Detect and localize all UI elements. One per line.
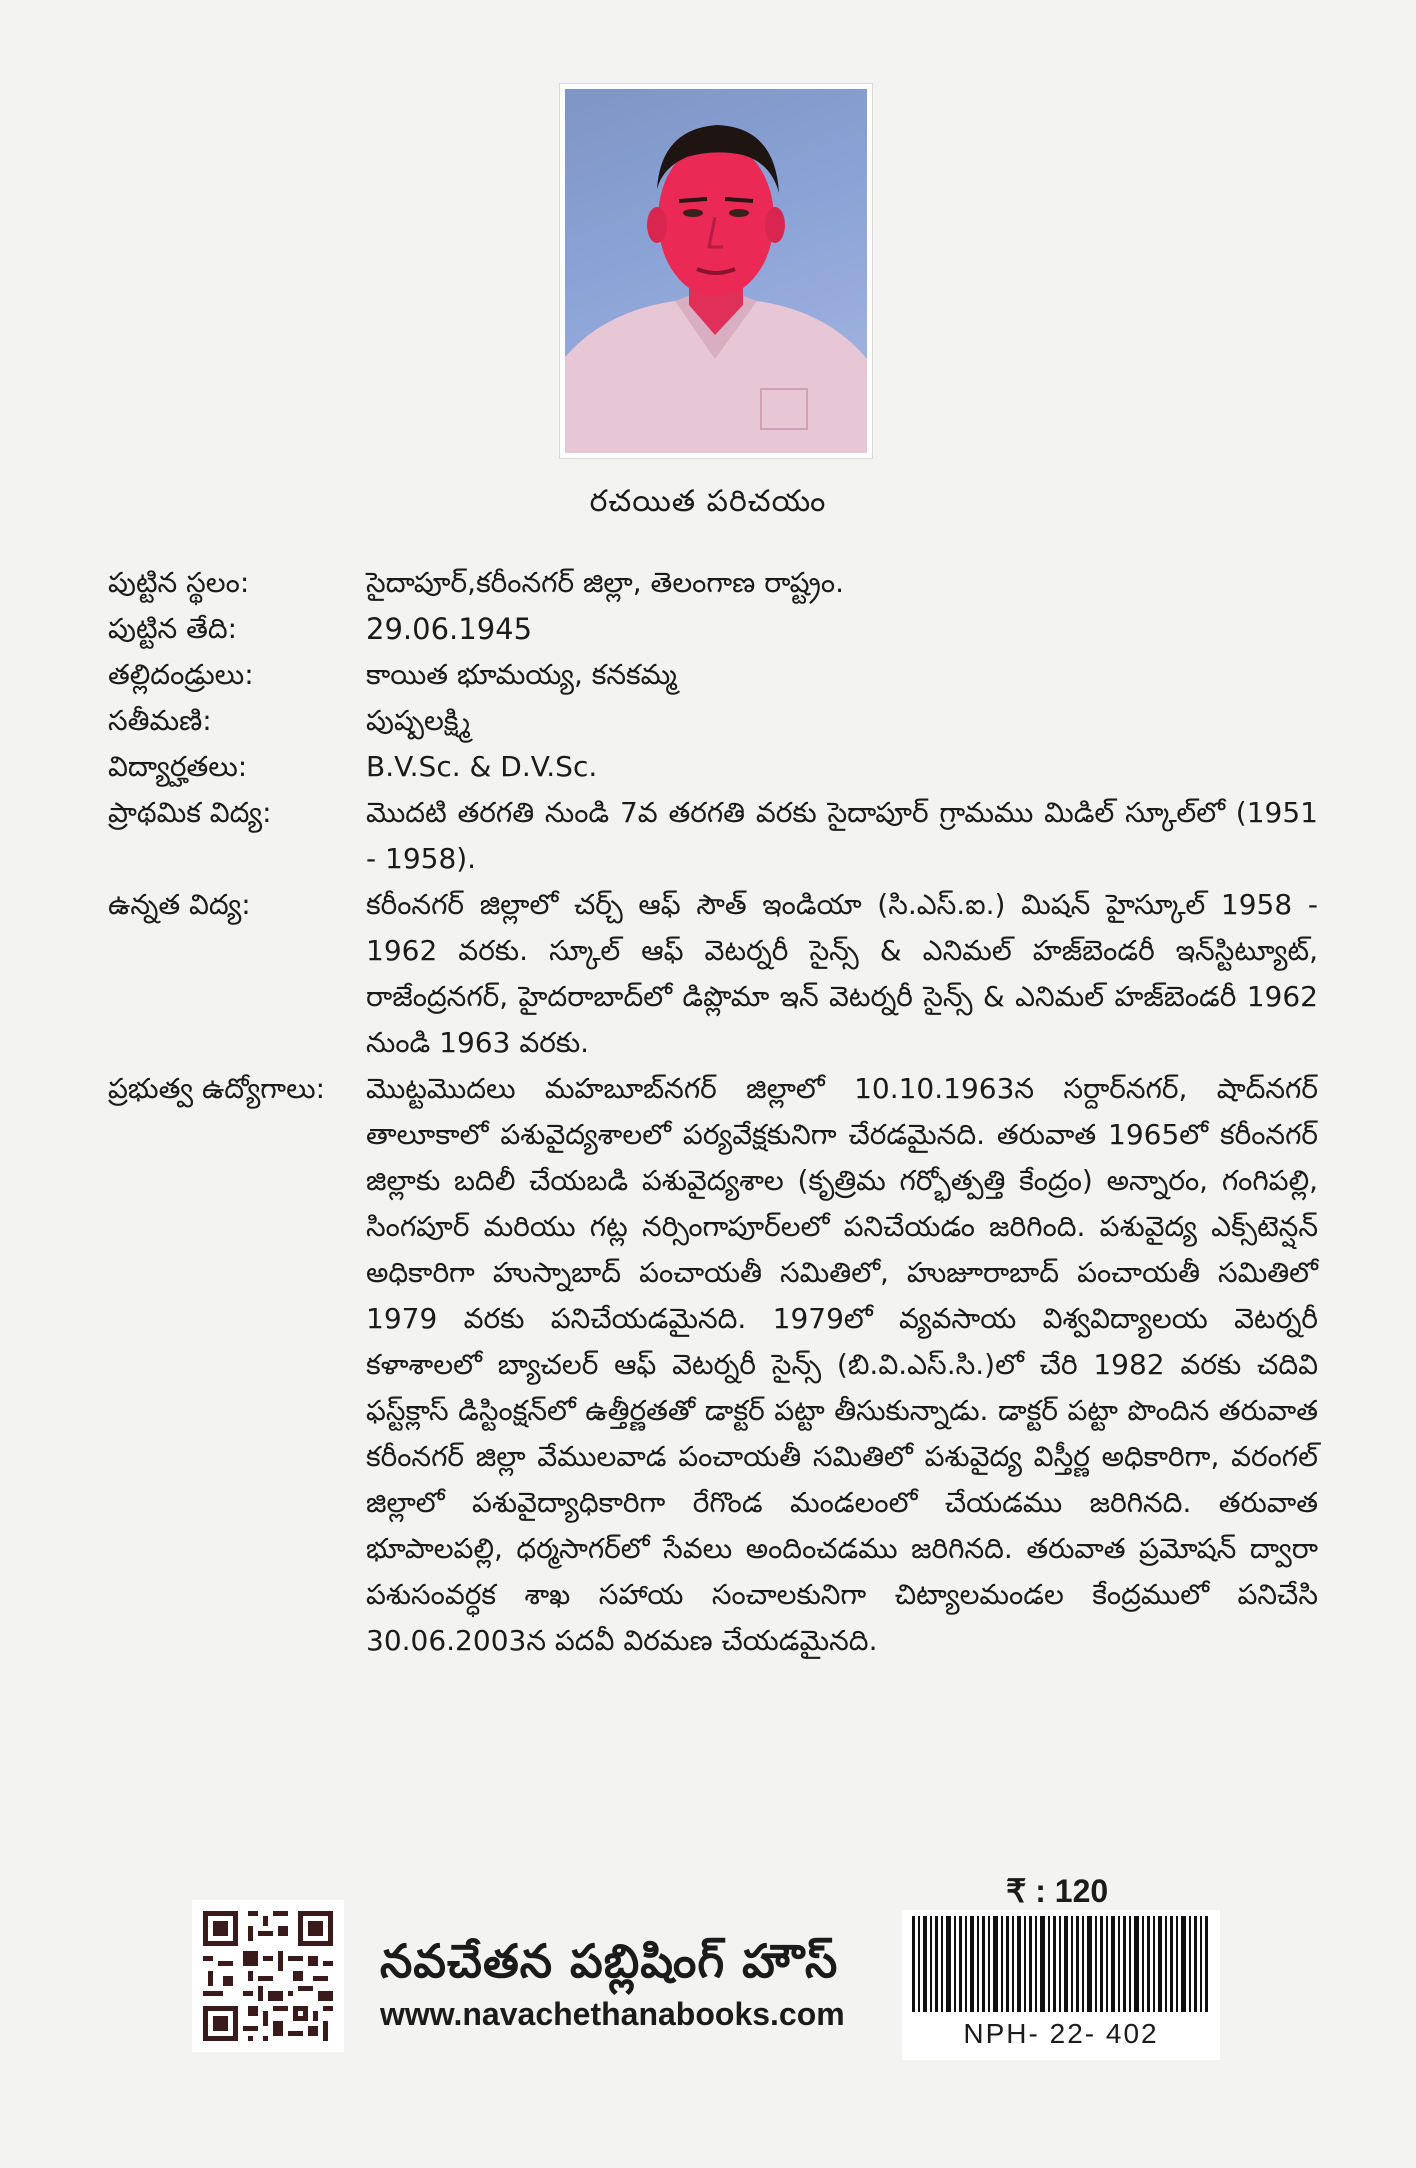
author-portrait-image: [565, 89, 867, 453]
bio-value: సైదాపూర్,కరీంనగర్ జిల్లా, తెలంగాణ రాష్ట్రం.: [366, 566, 844, 599]
barcode-number: NPH- 22- 402: [963, 2018, 1159, 2049]
bio-value: కరీంనగర్ జిల్లాలో చర్చ్ ఆఫ్ సౌత్ ఇండియా (సి.ఎస్.ఐ.) మిషన్ హైస్కూల్ 1958 - 1962 వరకు. స్కూల్ ఆఫ్ వెటర్నరీ సైన్స్ & ఎనిమల్ హజ్‌బెండరీ ఇన్‌స్టిట్యూట్, రాజేంద్రనగర్, హైదరాబాద్‌లో డిప్లొమా ఇన్ వెటర్నరీ సైన్స్ & ఎనిమల్ హజ్‌బెండరీ 1962 నుండి 1963 వరకు.: [366, 888, 1318, 1059]
bio-label: తల్లిదండ్రులు:: [108, 658, 254, 691]
bio-value: మొట్టమొదలు మహబూబ్‌నగర్ జిల్లాలో 10.10.1963న సర్దార్‌నగర్, షాద్‌నగర్ తాలూకాలో పశువైద్యశాలలో పర్యవేక్షకునిగా చేరడమైనది. తరువాత 1965లో కరీంనగర్ జిల్లాకు బదిలీ చేయబడి పశువైద్యశాల (కృత్రిమ గర్భోత్పత్తి కేంద్రం) అన్నారం, గంగిపల్లి, సింగపూర్ మరియు గట్ల నర్సింగాపూర్‌లలో పనిచేయడం జరిగింది. పశువైద్య ఎక్స్‌టెన్షన్ అధికారిగా హుస్నాబాద్ పంచాయతీ సమితిలో, హుజూరాబాద్ పంచాయతీ సమితిలో 1979 వరకు పనిచేయడమైనది. 1979లో వ్యవసాయ విశ్వవిద్యాలయ వెటర్నరీ కళాశాలలో బ్యాచలర్ ఆఫ్ వెటర్నరీ సైన్స్ (బి.వి.ఎస్.సి.)లో చేరి 1982 వరకు చదివి ఫస్ట్‌క్లాస్ డిస్టింక్షన్‌లో ఉత్తీర్ణతతో డాక్టర్ పట్టా తీసుకున్నాడు. డాక్టర్ పట్టా పొందిన తరువాత కరీంనగర్ జిల్లా వేములవాడ పంచాయతీ సమితిలో పశువైద్య విస్తీర్ణ అధికారిగా, వరంగల్ జిల్లాలో పశువైద్యాధికారిగా రేగొండ మండలంలో చేయడము జరిగినది. తరువాత భూపాలపల్లి, ధర్మసాగర్‌లో సేవలు అందించడము జరిగినది. తరువాత ప్రమోషన్ ద్వారా పశుసంవర్ధక శాఖ సహాయ సంచాలకునిగా చిట్యాలమండల కేంద్రములో పనిచేసి 30.06.2003న పదవీ విరమణ చేయడమైనది.: [366, 1072, 1318, 1657]
bio-value: కాయిత భూమయ్య, కనకమ్మ: [366, 658, 677, 691]
bio-label: ప్రభుత్వ ఉద్యోగాలు:: [108, 1072, 326, 1105]
bio-row-parents: [108, 652, 1318, 698]
author-bio-table: [108, 560, 1318, 1664]
bio-value: పుష్పలక్ష్మి: [366, 704, 471, 737]
bio-label: విద్యార్హతలు:: [108, 750, 248, 783]
barcode-icon: [910, 1916, 1210, 2012]
bio-row-birthplace: [108, 560, 1318, 606]
author-photo: [560, 84, 872, 458]
qr-code-icon: [192, 1900, 344, 2052]
publisher-website[interactable]: www.navachethanabooks.com: [380, 1996, 845, 2032]
bio-value: మొదటి తరగతి నుండి 7వ తరగతి వరకు సైదాపూర్ గ్రామము మిడిల్ స్కూల్‌లో (1951 - 1958).: [366, 796, 1318, 875]
bio-label: పుట్టిన స్థలం:: [108, 566, 250, 599]
bio-label: సతీమణి:: [108, 704, 212, 737]
bio-label: పుట్టిన తేది:: [108, 612, 238, 645]
bio-row-higher-education: [108, 882, 1318, 1066]
bio-value: 29.06.1945: [366, 612, 533, 646]
section-title: రచయిత పరిచయం: [589, 484, 827, 519]
bio-label: ఉన్నత విద్య:: [108, 888, 251, 921]
bio-row-government-jobs: [108, 1066, 1318, 1664]
bio-row-spouse: [108, 698, 1318, 744]
bio-value: B.V.Sc. & D.V.Sc.: [366, 750, 598, 783]
barcode: [902, 1910, 1220, 2060]
publisher-name: నవచేతన పబ్లిషింగ్ హౌస్: [380, 1934, 839, 1988]
bio-row-qualifications: [108, 744, 1318, 790]
bio-row-primary-education: [108, 790, 1318, 882]
price-label: ₹ : 120: [1006, 1873, 1109, 1909]
bio-label: ప్రాథమిక విద్య:: [108, 796, 272, 829]
bio-row-birthdate: [108, 606, 1318, 652]
